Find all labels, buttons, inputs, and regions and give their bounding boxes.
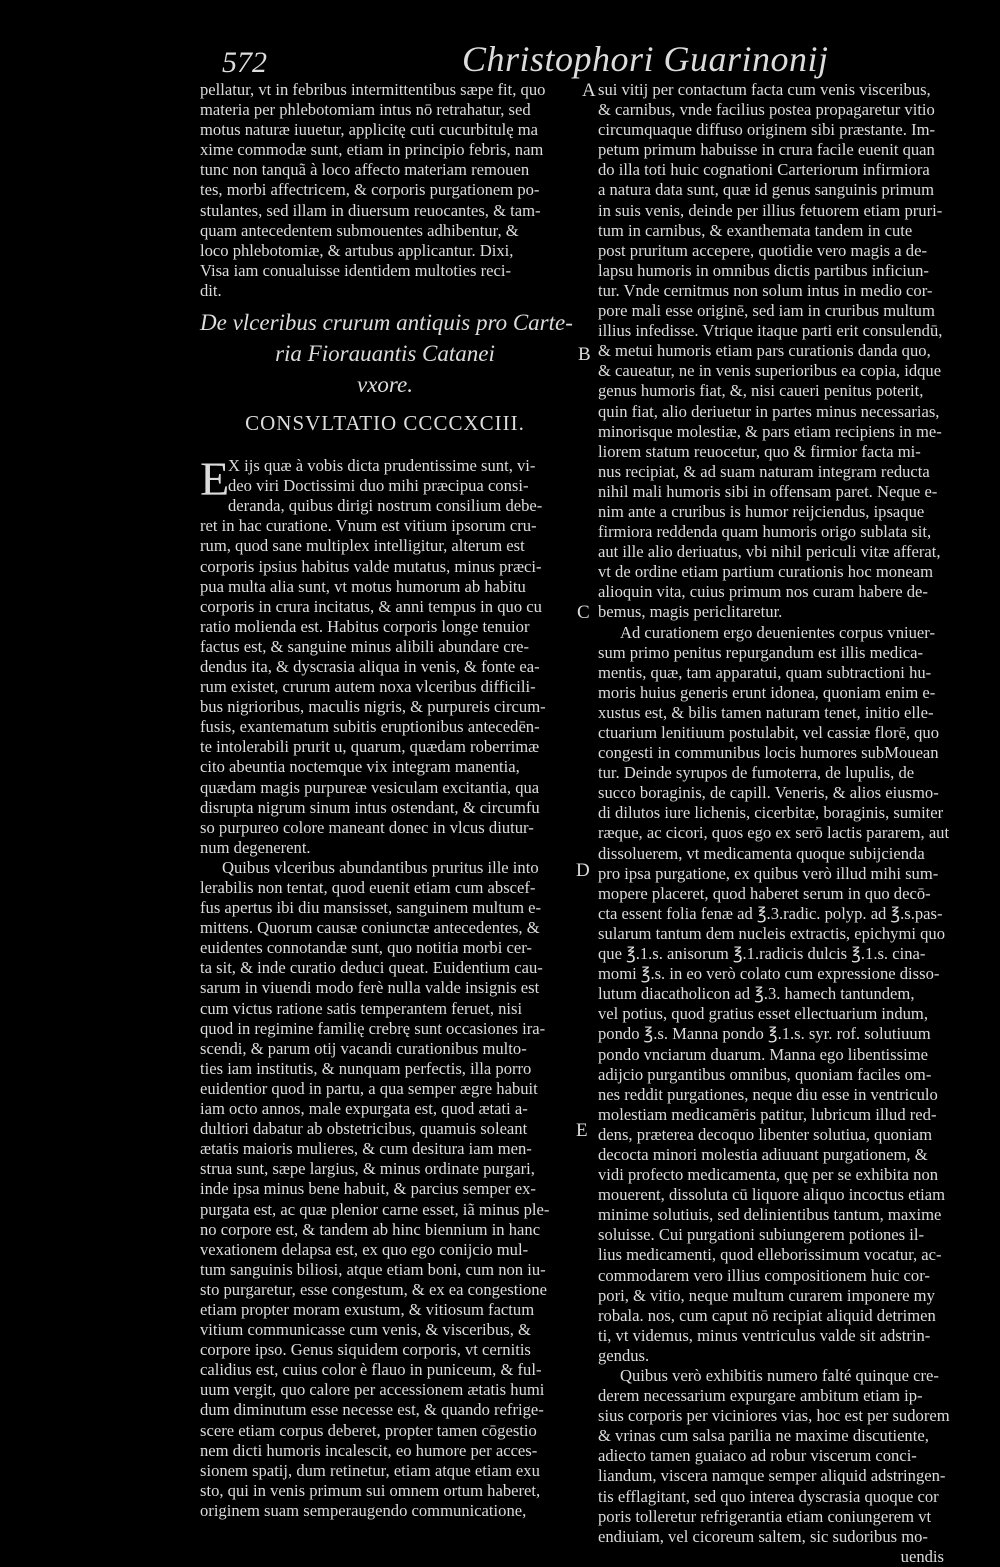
right-paragraph-1 xyxy=(598,80,964,623)
text-line: ætatis maioris mulieres, & cum desitura iam men- xyxy=(200,1139,532,1159)
text-line: euidentes connotandæ sunt, quo notitia morbi cer- xyxy=(200,938,532,958)
drop-cap: E xyxy=(200,453,230,507)
text-line: sum primo penitus repurgandum est illis medica- xyxy=(598,642,924,662)
text-line: factus est, & sanguine minus alibili abundare cre- xyxy=(200,636,530,656)
text-line: & vrinas cum salsa parilia ne maxime discutiente, xyxy=(598,1426,929,1446)
text-line: nim ante a cruribus is humor reijciendus, ipsaque xyxy=(598,501,925,521)
text-line: Quibus vlceribus abundantibus pruritus ille into xyxy=(222,857,539,877)
text-line: do illa toti huic cognationi Carteriorum infirmiora xyxy=(598,160,930,180)
text-line: purgata est, ac quæ plenior carne esset, iã minus ple- xyxy=(200,1199,550,1219)
text-line: vt de ordine etiam partium curationis hoc moneam xyxy=(598,562,934,582)
text-line: sarum in viuendi modo ferè nulla valde insignis est xyxy=(200,978,540,998)
text-line: quædam magis purpureæ vesiculam excitantia, qua xyxy=(200,777,540,797)
text-line: commodarem vero illius compositionem huic cor- xyxy=(598,1265,930,1285)
section-title-line: De vlceribus crurum antiquis pro Carte- xyxy=(200,310,573,336)
text-line: xime commodæ sunt, etiam in principio febris, nam xyxy=(200,140,544,160)
text-line: dendus ita, & dyscrasia aliqua in venis, & fonte ea- xyxy=(200,656,540,676)
text-line: tur. Vnde cernitmus non solum intus in medio cor- xyxy=(598,280,933,300)
text-line: nihil mali humoris sibi in offensam paret. Neque e- xyxy=(598,481,938,501)
text-line: quam antecedentem submouentes adhibentur, & xyxy=(200,220,519,240)
text-line: lerabilis non tentat, quod euenit etiam cum abscef- xyxy=(200,878,536,897)
text-line: tes, morbi affectricem, & corporis purgationem po- xyxy=(200,180,540,200)
text-line: Quibus verò exhibitis numero falté quinque cre- xyxy=(620,1366,939,1385)
section-title xyxy=(200,307,573,400)
text-line: so purpureo colore maneant donec in vlcus diutur- xyxy=(200,817,534,837)
text-line: ræque, ac cicori, quos ego ex serō lactis pararem, aut xyxy=(598,823,950,843)
text-line: originem suam semperaugendo communicatione, xyxy=(200,1500,527,1520)
text-line: ctuarium lenitiuum postulabit, vel cassiæ florē, quo xyxy=(598,723,940,742)
text-line: pore mali esse originē, sed iam in cruribus multum xyxy=(598,301,935,321)
text-line: a natura data sunt, quæ id genus sanguinis primum xyxy=(598,180,934,200)
section-title-line: ria Fiorauantis Catanei xyxy=(275,341,495,367)
text-line: congesti in communibus locis humores subMouean xyxy=(598,743,939,763)
text-line: liorem statum reuocetur, quo & firmior facta mi- xyxy=(598,441,921,461)
page-header xyxy=(0,38,1000,82)
text-line: dissoluerem, vt medicamenta quoque subijcienda xyxy=(598,843,925,863)
text-line: minorisque molestiæ, & pars etiam recipiens in me- xyxy=(598,421,942,441)
text-line: sto, qui in venis primum sui omnem ortum haberet, xyxy=(200,1480,541,1500)
text-line: moris huius generis erunt idonea, quoniam enim e- xyxy=(598,682,936,702)
consultatio-heading: CONSVLTATIO CCCCXCIII. xyxy=(245,411,525,436)
text-line: post pruritum accepere, quotidie vero magis a de- xyxy=(598,240,927,260)
text-line: corporis ipsius habitus valde mutatus, minus præci- xyxy=(200,556,542,576)
text-line: quod in regimine familię crebrę sunt occasiones ira- xyxy=(200,1018,546,1038)
text-line: alioquin vita, cuius primum nos curam habere de- xyxy=(598,582,928,602)
text-line: uum vergit, quo calore per accessionem ætatis humi xyxy=(200,1380,545,1400)
text-line: calidius est, cuius color è flauo in puniceum, & ful- xyxy=(200,1360,542,1380)
text-line: tis efflagitant, sed quo interea dyscrasia quoque cor xyxy=(598,1486,939,1506)
text-line: fusis, exantematum subitis eruptionibus antecedēn- xyxy=(200,717,540,737)
text-line: te intolerabili prurit u, quarum, quædam roberrimæ xyxy=(200,737,540,757)
text-line: deo viri Doctissimi duo mihi præcipua consi- xyxy=(228,476,529,496)
text-line: vitium communicasse cum venis, & visceribus, & xyxy=(200,1320,531,1340)
text-line: quin fiat, alio deriuetur in partes minus necessarias, xyxy=(598,401,940,421)
text-line: Ad curationem ergo deuenientes corpus vniuer- xyxy=(620,622,935,642)
text-line: rum existet, crurum autem noxa vlceribus difficili- xyxy=(200,677,536,697)
text-line: vexationem delapsa est, ex quo ego conijcio mul- xyxy=(200,1239,529,1259)
text-line: cta essent folia fenæ ad ℥.3.radic. polyp. ad ℥.s.pas- xyxy=(598,903,943,923)
text-line: num degenerent. xyxy=(200,837,311,857)
text-line: corpore ipso. Genus siquidem corporis, vt cernitis xyxy=(200,1340,531,1360)
right-column xyxy=(598,80,964,1567)
text-line: & metui humoris etiam pars curationis danda quo, xyxy=(598,341,931,361)
text-line: euidentior quod in partu, a qua semper ægre habuit xyxy=(200,1078,538,1098)
text-line: endiuiam, vel cicoreum saltem, sic sudoribus mo- xyxy=(598,1526,928,1546)
text-line: bus nigrioribus, maculis nigris, & purpureis circum- xyxy=(200,697,546,717)
text-line: nus recipiat, & ad suam naturam integram reducta xyxy=(598,461,930,481)
page-number: 572 xyxy=(222,46,267,79)
text-line: mopere placeret, quod haberet serum in quo decō- xyxy=(598,883,931,903)
text-line: poris tolleretur refrigerantia etiam coniungerem vt xyxy=(598,1506,932,1526)
text-line: genus humoris fiat, &, nisi caueri penitus poterit, xyxy=(598,381,924,401)
text-line: pondo ℥.s. Manna pondo ℥.1.s. syr. rof. solutiuum xyxy=(598,1024,931,1044)
margin-marker-a: A xyxy=(582,80,596,101)
text-line: dit. xyxy=(200,280,222,300)
text-line: strua sunt, sæpe largius, & minus ordinate purgari, xyxy=(200,1159,535,1179)
text-line: mittens. Quorum causæ coniunctæ antecedentes, & xyxy=(200,918,540,938)
text-line: mouerent, dissoluta cū liquore aliquo incoctus etiam xyxy=(598,1185,946,1205)
text-line: succo boraginis, de capill. Veneris, & alios eiusmo- xyxy=(598,783,939,803)
text-line: ties iam institutis, & nunquam perfectis, illa porro xyxy=(200,1058,532,1078)
text-line: di dilutos iure lichenis, cicerbitæ, boraginis, sumiter xyxy=(598,803,944,823)
text-line: xustus est, & bilis tamen naturam tenet, initio elle- xyxy=(598,702,934,722)
running-title: Christophori Guarinonij xyxy=(462,39,829,79)
text-line: momi ℥.s. in eo verò colato cum expressione disso- xyxy=(598,964,940,984)
text-line: firmiora reddenda quam humoris origo sublata sit, xyxy=(598,522,932,542)
text-line: ratio molienda est. Habitus corporis longe tenuior xyxy=(200,616,530,636)
text-line: que ℥.1.s. anisorum ℥.1.radicis dulcis ℥.1.s. cina- xyxy=(598,944,926,964)
left-top-paragraph xyxy=(200,80,570,301)
text-line: sius corporis per viciniores vias, hoc est per sudorem xyxy=(598,1406,950,1426)
catchword: uendis xyxy=(900,1546,944,1566)
text-line: lius medicamenti, quod elleborissimum vocatur, ac- xyxy=(598,1245,942,1265)
text-line: in suis venis, deinde per illius fetuorem etiam pruri- xyxy=(598,200,943,220)
text-line: derem necessarium expurgare ambitum etiam ip- xyxy=(598,1386,923,1406)
text-line: tur. Deinde syrupos de fumoterra, de lupulis, de xyxy=(598,763,915,783)
text-line: aut ille alio deriuatus, vbi nihil periculi vitæ afferat, xyxy=(598,542,941,562)
text-line: soluisse. Cui purgationi subiungerem potiones il- xyxy=(598,1225,925,1245)
text-line: adiecto tamen guaiaco ad robur viscerum conci- xyxy=(598,1446,917,1466)
text-line: nem dicti humoris incalescit, eo humore per acces- xyxy=(200,1440,538,1460)
first-paragraph xyxy=(200,453,570,858)
text-line: adijcio purgantibus omnibus, quoniam faciles om- xyxy=(598,1064,932,1084)
text-line: X ijs quæ à vobis dicta prudentissime sunt, vi- xyxy=(228,456,536,476)
text-line: vidi profecto medicamenta, quę per se exhibita non xyxy=(598,1165,939,1185)
text-line: Visa iam conualuisse identidem multoties reci- xyxy=(200,260,511,280)
text-line: ret in hac curatione. Vnum est vitium ipsorum cru- xyxy=(200,516,537,536)
text-line: vel potius, quod gratius esset ellectuarium indum, xyxy=(598,1004,928,1024)
text-line: circumquaque diffuso originem sibi præstante. Im- xyxy=(598,120,936,140)
text-line: rum, quod sane multiplex intelligitur, alterum est xyxy=(200,536,525,556)
text-line: petum primum habuisse in crura facile euenit quan xyxy=(598,140,935,160)
text-line: cum victus ratione satis temperantem feruet, nisi xyxy=(200,998,523,1018)
text-line: ti, vt videmus, minus ventriculus valde sit adstrin- xyxy=(598,1325,931,1345)
text-line: sionem spatij, dum retinetur, etiam atque etiam exu xyxy=(200,1460,540,1480)
text-line: lutum diacatholicon ad ℥.3. hamech tantundem, xyxy=(598,984,915,1004)
right-paragraph-3 xyxy=(598,1366,964,1547)
text-line: pua multa alia sunt, vt motus humorum ab habitu xyxy=(200,576,526,596)
text-line: pori, & vitio, neque multum curarem imponere my xyxy=(598,1285,935,1305)
text-line: & carnibus, vnde facilius postea propagaretur vitio xyxy=(598,100,935,120)
margin-marker-e: E xyxy=(576,1120,588,1141)
text-line: iam octo annos, male expurgata est, quod ætati a- xyxy=(200,1099,528,1119)
text-line: liandum, viscera namque semper aliquid adstringen- xyxy=(598,1466,946,1486)
text-line: gendus. xyxy=(598,1345,650,1365)
margin-marker-b: B xyxy=(578,344,591,365)
margin-marker-d: D xyxy=(576,860,590,881)
text-line: bemus, magis periclitaretur. xyxy=(598,602,783,622)
text-line: fus apertus ibi diu mansisset, sanguinem multum e- xyxy=(200,898,542,918)
text-line: tum in carnibus, & exanthemata tandem in cute xyxy=(598,220,913,240)
text-line: materia per phlebotomiam intus nō retrahatur, sed xyxy=(200,100,531,120)
text-line: tum sanguinis biliosi, atque etiam boni, cum non iu- xyxy=(200,1259,546,1279)
text-line: robala. nos, cum caput nō recipiat aliquid detrimen xyxy=(598,1305,936,1325)
text-line: sularum tantum dem nucleis extractis, epichymi quo xyxy=(598,923,946,943)
text-line: scendi, & parum otij vacandi curationibus multo- xyxy=(200,1038,527,1058)
text-line: molestiam medicamēris patitur, lubricum illud red- xyxy=(598,1104,937,1124)
section-title-line: vxore. xyxy=(357,372,413,398)
text-line: scere etiam corpus deberet, propter tamen cōgestio xyxy=(200,1420,537,1440)
text-line: deranda, quibus dirigi nostrum consilium debe- xyxy=(228,496,543,516)
text-line: mentis, quæ, tam apparatui, quam subtractioni hu- xyxy=(598,662,932,682)
text-line: loco phlebotomiæ, & artubus applicantur. Dixi, xyxy=(200,240,514,260)
second-paragraph xyxy=(200,858,570,1521)
text-line: tunc non tanquã à loco affecto materiam remouen xyxy=(200,160,530,180)
text-line: nes reddit purgationes, neque diu esse in ventriculo xyxy=(598,1084,938,1104)
text-line: pellatur, vt in febribus intermittentibus sæpe fit, quo xyxy=(200,80,546,99)
text-line: dens, præterea decoquo libenter solutiua, quoniam xyxy=(598,1124,933,1144)
text-line: pondo vnciarum duarum. Manna ego libentissime xyxy=(598,1044,928,1064)
right-paragraph-2 xyxy=(598,623,964,1366)
text-line: etiam propter moram exustum, & vitiosum factum xyxy=(200,1299,535,1319)
text-line: & caueatur, ne in venis superioribus ea copia, idque xyxy=(598,361,942,381)
text-line: decocta minori molestia adiuuant purgationem, & xyxy=(598,1144,928,1164)
text-line: cito abeuntia noctemque vix integram manentia, xyxy=(200,757,520,777)
left-column xyxy=(200,80,573,1521)
text-line: sto purgaretur, esse congestum, & ex ea congestione xyxy=(200,1279,547,1299)
text-line: ta sit, & inde curatio deduci queat. Euidentium cau- xyxy=(200,958,543,978)
text-line: minime solutiuis, sed delinientibus tantum, maxime xyxy=(598,1205,942,1225)
text-line: stulantes, sed illam in diuersum reuocantes, & tam- xyxy=(200,200,541,220)
text-line: illius infedisse. Vtrique itaque parti erit consulendū, xyxy=(598,321,943,341)
text-line: no corpore est, & tandem ab hinc biennium in hanc xyxy=(200,1219,541,1239)
text-line: sui vitij per contactum facta cum venis visceribus, xyxy=(598,80,931,99)
text-line: dum diminutum esse necesse est, & quando refrige- xyxy=(200,1400,544,1420)
text-line: inde ipsa minus bene habuit, & parcius semper ex- xyxy=(200,1179,536,1199)
text-line: lapsu humoris in omnibus dictis partibus inficiun- xyxy=(598,260,929,280)
text-line: pro ipsa purgatione, ex quibus verò illud mihi sum- xyxy=(598,863,939,883)
text-line: disrupta nigrum sinum intus ostendant, & circumfu xyxy=(200,797,540,817)
margin-marker-c: C xyxy=(577,602,590,623)
text-line: motus naturæ iuuetur, applicitę cuti cucurbitulę ma xyxy=(200,120,539,140)
text-line: dultiori dabatur ab obstetricibus, quamuis soleant xyxy=(200,1119,528,1139)
text-line: corporis in crura incitatus, & anni tempus in quo cu xyxy=(200,596,542,616)
